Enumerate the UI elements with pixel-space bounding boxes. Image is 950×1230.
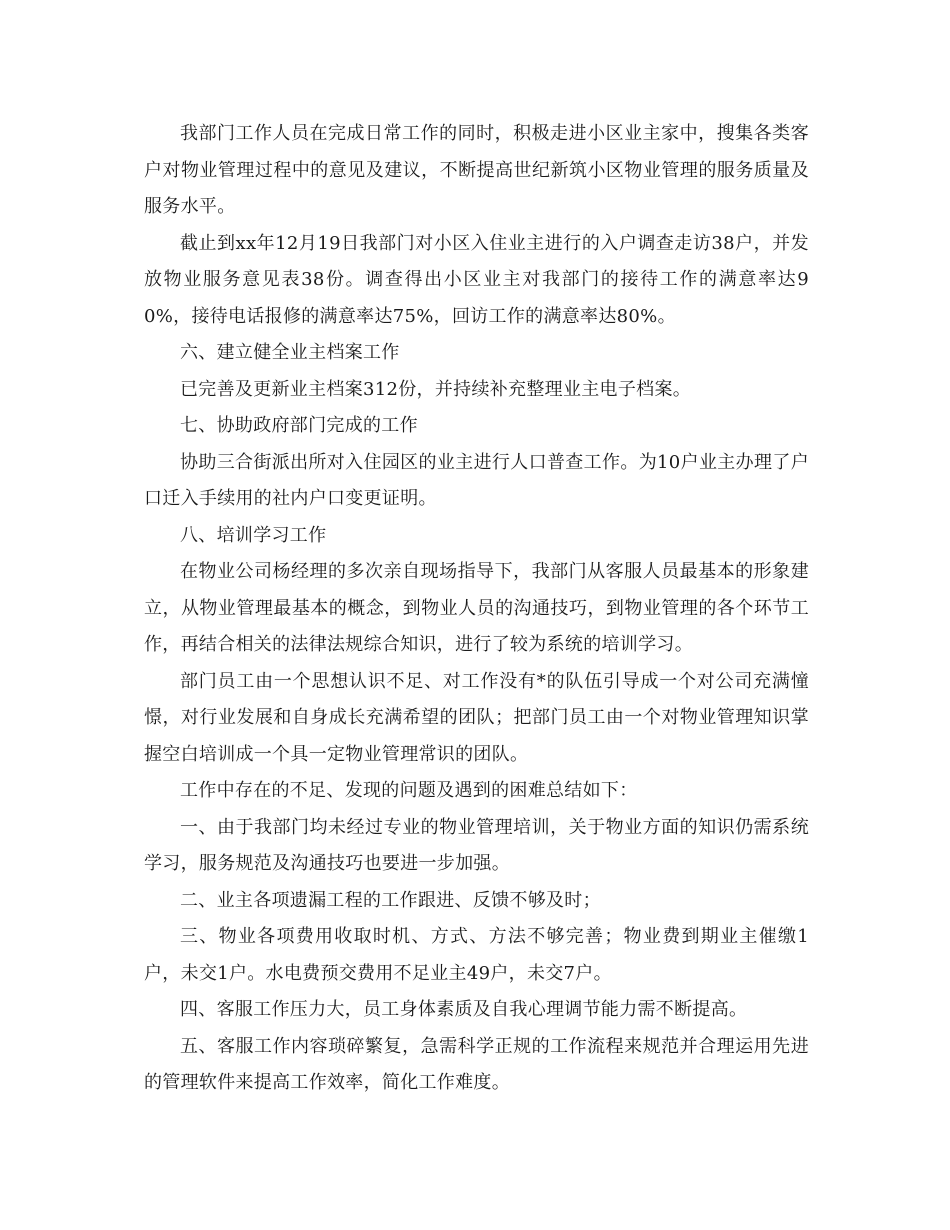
paragraph: 协助三合街派出所对入住园区的业主进行人口普查工作。为10户业主办理了户口迁入手续用的社内户口变更证明。 [144,451,809,509]
list-item: 五、客服工作内容琐碎繁复，急需科学正规的工作流程来规范并合理运用先进的管理软件来提高工作效率，简化工作难度。 [144,1035,809,1093]
document-body [144,116,809,1102]
paragraph: 已完善及更新业主档案312份，并持续补充整理业主电子档案。 [180,378,692,400]
section-heading: 六、建立健全业主档案工作 [180,342,400,363]
list-item: 三、物业各项费用收取时机、方式、方法不够完善；物业费到期业主催缴1户，未交1户。水电费预交费用不足业主49户，未交7户。 [144,926,809,984]
paragraph: 我部门工作人员在完成日常工作的同时，积极走进小区业主家中，搜集各类客户对物业管理过程中的意见及建议，不断提高世纪新筑小区物业管理的服务质量及服务水平。 [144,123,809,217]
list-item: 四、客服工作压力大，员工身体素质及自我心理调节能力需不断提高。 [180,999,748,1020]
list-item: 一、由于我部门均未经过专业的物业管理培训，关于物业方面的知识仍需系统学习，服务规范及沟通技巧也要进一步加强。 [144,816,809,874]
section-heading: 八、培训学习工作 [180,524,327,546]
list-item: 二、业主各项遗漏工程的工作跟进、反馈不够及时； [180,889,601,911]
paragraph: 工作中存在的不足、发现的问题及遇到的困难总结如下： [180,780,638,801]
paragraph: 截止到xx年12月19日我部门对小区入住业主进行的入户调查走访38户，并发放物业服务意见表38份。调查得出小区业主对我部门的接待工作的满意率达90%，接待电话报修的满意率达75%，回访工作的满意率达80%。 [144,232,809,327]
paragraph: 在物业公司杨经理的多次亲自现场指导下，我部门从客服人员最基本的形象建立，从物业管理最基本的概念，到物业人员的沟通技巧，到物业管理的各个环节工作，再结合相关的法律法规综合知识，进行了较为系统的培训学习。 [144,561,809,655]
section-heading: 七、协助政府部门完成的工作 [180,415,418,436]
paragraph: 部门员工由一个思想认识不足、对工作没有*的队伍引导成一个对公司充满憧憬，对行业发展和自身成长充满希望的团队；把部门员工由一个对物业管理知识掌握空白培训成一个具一定物业管理常识的团队。 [144,670,809,765]
